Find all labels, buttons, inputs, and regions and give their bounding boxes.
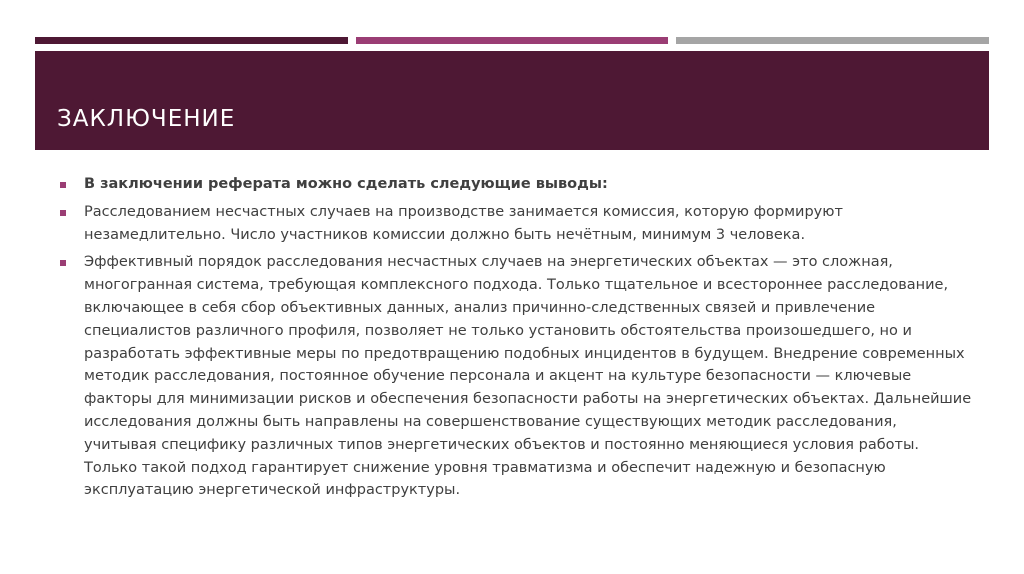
bullet-item — [60, 201, 972, 247]
accent-bar-dark — [35, 37, 348, 44]
bullet-list — [60, 173, 972, 507]
square-bullet-icon — [60, 182, 66, 188]
slide-title: ЗАКЛЮЧЕНИЕ — [57, 106, 236, 132]
square-bullet-icon — [60, 260, 66, 266]
title-band — [35, 51, 989, 150]
accent-bar-pink — [356, 37, 668, 44]
bullet-text: Расследованием несчастных случаев на производстве занимается комиссия, которую формируют незамедлительно. Число участников комиссии должно быть нечётным, минимум 3 человека. — [84, 203, 843, 243]
bullet-item — [60, 251, 972, 502]
bullet-item — [60, 173, 972, 196]
bullet-text: Эффективный порядок расследования несчастных случаев на энергетических объектах — это сложная, многогранная система, требующая комплексного подхода. Только тщательное и всестороннее расследование, включающее в себя сбор объективных данных, анализ причинно-следственных связей и привлечение специалистов различного профиля, позволяет не только установить обстоятельства произошедшего, но и разработать эффективные меры по предотвращению подобных инцидентов в будущем. Внедрение современных методик расследования, постоянное обучение персонала и акцент на культуре безопасности — ключевые факторы для минимизации рисков и обеспечения безопасности работы на энергетических объектах. Дальнейшие исследования должны быть направлены на совершенствование существующих методик расследования, учитывая специфику различных типов энергетических объектов и постоянно меняющиеся условия работы. Только такой подход гарантирует снижение уровня травматизма и обеспечит надежную и безопасную эксплуатацию энергетической инфраструктуры. — [84, 254, 972, 499]
bullet-text: В заключении реферата можно сделать следующие выводы: — [84, 176, 608, 192]
accent-bar-gray — [676, 37, 989, 44]
square-bullet-icon — [60, 210, 66, 216]
